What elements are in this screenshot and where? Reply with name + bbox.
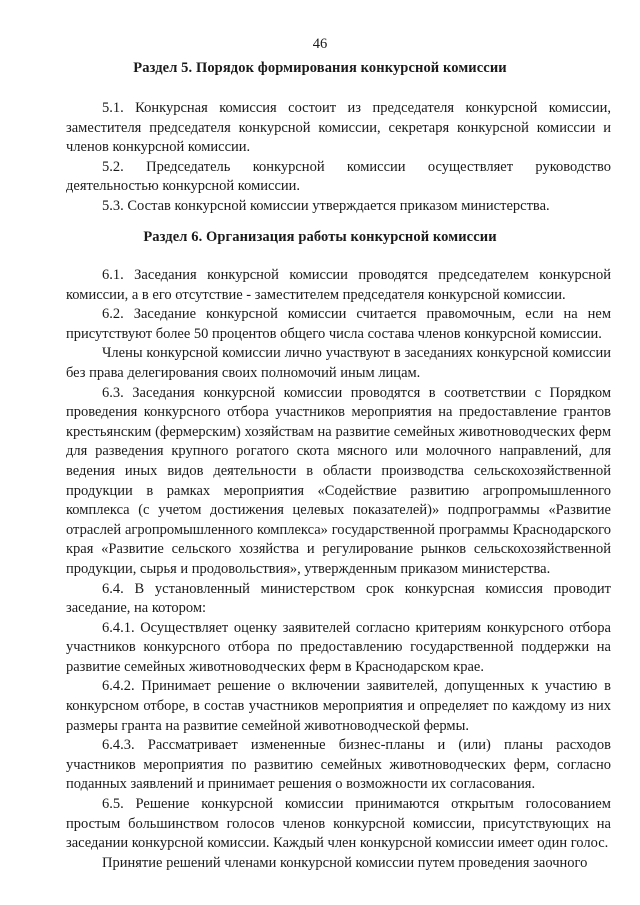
- section-6-title: Раздел 6. Организация работы конкурсной комиссии: [143, 229, 497, 245]
- paragraph-6-4-2: 6.4.2. Принимает решение о включении заявителей, допущенных к участию в конкурсном отборе, в состав участников мероприятия и определяет по каждому из них размеры гранта на развитие семейной животноводческой фермы.: [66, 678, 611, 734]
- paragraph-6-4: 6.4. В установленный министерством срок конкурсная комиссия проводит заседание, на котором:: [66, 580, 611, 617]
- page-number: 46: [312, 36, 328, 52]
- paragraph-6-2: 6.2. Заседание конкурсной комиссии считается правомочным, если на нем присутствуют более 50 процентов общего числа состава членов конкурсной комиссии.: [66, 306, 611, 342]
- paragraph-6-5: 6.5. Решение конкурсной комиссии принимаются открытым голосованием простым большинством голосов членов конкурсной комиссии, присутствующих на заседании конкурсной комиссии. Каждый член конкурсной комиссии имеет один голос.: [66, 796, 611, 852]
- paragraph-decisions: Принятие решений членами конкурсной комиссии путем проведения заочного: [102, 854, 588, 871]
- paragraph-6-3: 6.3. Заседания конкурсной комиссии проводятся в соответствии с Порядком проведения конкурсного отбора участников мероприятия на предоставление грантов крестьянским (фермерским) хозяйствам на развитие семейных животноводческих ферм для разведения крупного рогатого скота мясного или молочного направлений, для ведения иных видов деятельности в области производства сельскохозяйственной продукции в рамках мероприятия «Содействие развитию агропромышленного комплекса (с учетом достижения целевых показателей)» подпрограммы «Развитие отраслей агропромышленного комплекса» государственной программы Краснодарского края «Развитие сельского хозяйства и регулирование рынков сельскохозяйственной продукции, сырья и продовольствия», утвержденным приказом министерства.: [66, 384, 611, 577]
- section-6-body: [66, 266, 611, 873]
- section-5-body: [66, 99, 611, 217]
- paragraph-6-1: 6.1. Заседания конкурсной комиссии проводятся председателем конкурсной комиссии, а в его отсутствие - заместителем председателя конкурсной комиссии.: [66, 267, 611, 303]
- paragraph-5-1: 5.1. Конкурсная комиссия состоит из председателя конкурсной комиссии, заместителя председателя конкурсной комиссии, секретаря конкурсной комиссии и членов конкурсной комиссии.: [66, 100, 611, 156]
- paragraph-5-2: 5.2. Председатель конкурсной комиссии осуществляет руководство деятельностью конкурсной комиссии.: [66, 158, 611, 195]
- section-5-title: Раздел 5. Порядок формирования конкурсной комиссии: [133, 60, 507, 76]
- paragraph-members: Члены конкурсной комиссии лично участвуют в заседаниях конкурсной комиссии без права делегирования своих полномочий иным лицам.: [66, 345, 611, 381]
- paragraph-6-4-3: 6.4.3. Рассматривает измененные бизнес-планы и (или) планы расходов участников мероприятия по развитию семейных животноводческих ферм, согласно поданных заявлений и принимает решения о возможности их согласования.: [66, 737, 611, 793]
- paragraph-5-3: 5.3. Состав конкурсной комиссии утверждается приказом министерства.: [102, 197, 550, 214]
- paragraph-6-4-1: 6.4.1. Осуществляет оценку заявителей согласно критериям конкурсного отбора участников конкурсного отбора по предоставлению государственной поддержки на развитие семейных животноводческих ферм в Краснодарском крае.: [66, 619, 611, 675]
